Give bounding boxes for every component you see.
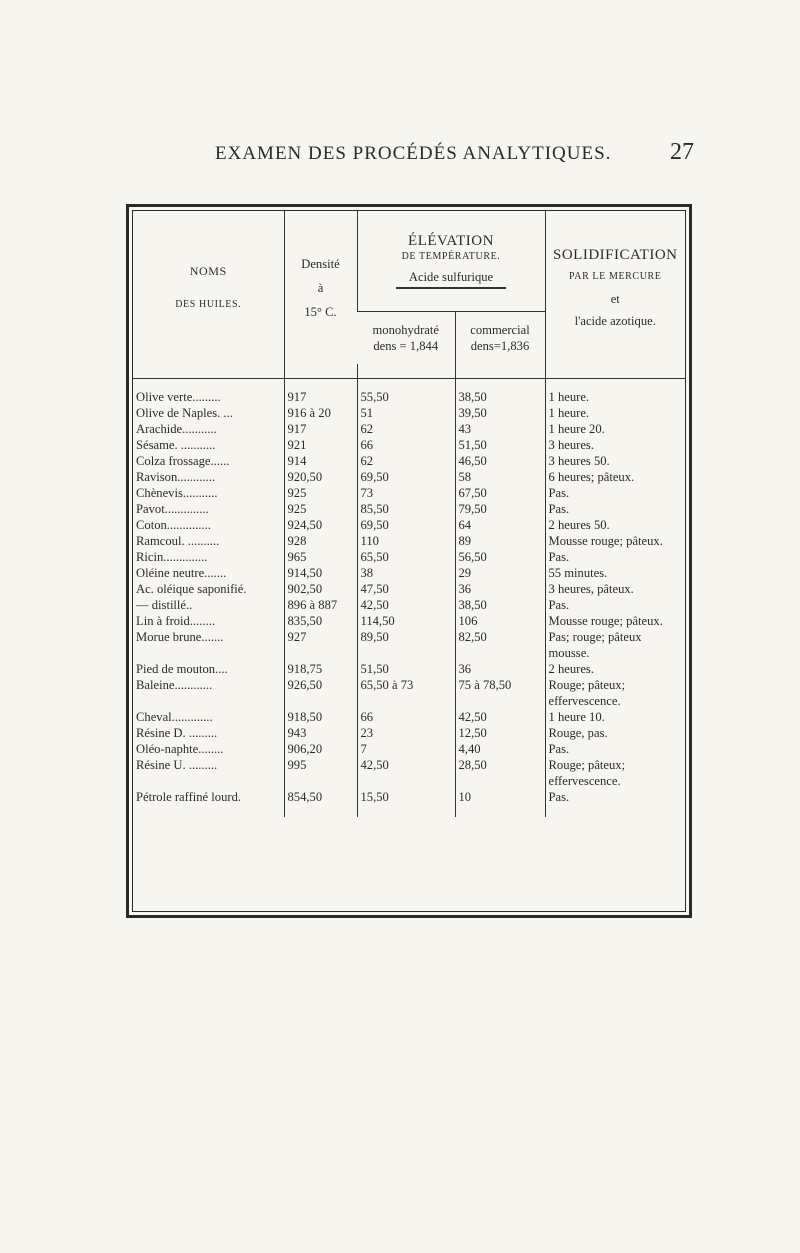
cell-density: 914 xyxy=(284,453,357,469)
cell-comm: 64 xyxy=(455,517,545,533)
cell-solid: 3 heures. xyxy=(545,437,685,453)
cell-density: 896 à 887 xyxy=(284,597,357,613)
cell-comm: 36 xyxy=(455,661,545,677)
cell-solid: 1 heure. xyxy=(545,405,685,421)
cell-solid: 2 heures 50. xyxy=(545,517,685,533)
header-elevation-line2: DE TEMPÉRATURE. xyxy=(401,251,501,262)
cell-density: 906,20 xyxy=(284,741,357,757)
cell-mono: 89,50 xyxy=(357,629,455,661)
table-row xyxy=(133,549,685,565)
cell-name: Arachide........... xyxy=(136,422,217,436)
cell-density: 835,50 xyxy=(284,613,357,629)
cell-comm: 38,50 xyxy=(455,597,545,613)
cell-name: Pétrole raffiné lourd. xyxy=(136,790,242,804)
cell-comm: 39,50 xyxy=(455,405,545,421)
cell-density: 918,50 xyxy=(284,709,357,725)
cell-name: Colza frossage...... xyxy=(136,454,230,468)
cell-name: Coton.............. xyxy=(136,518,211,532)
cell-density: 943 xyxy=(284,725,357,741)
cell-density: 965 xyxy=(284,549,357,565)
cell-density: 925 xyxy=(284,501,357,517)
table-row xyxy=(133,379,685,406)
table-row xyxy=(133,501,685,517)
header-comm-line1: commercial xyxy=(470,323,530,337)
cell-solid: Pas. xyxy=(545,549,685,565)
header-density xyxy=(284,211,357,364)
cell-name: — distillé.. xyxy=(136,598,193,612)
cell-density: 916 à 20 xyxy=(284,405,357,421)
cell-name: Lin à froid........ xyxy=(136,614,216,628)
cell-density: 918,75 xyxy=(284,661,357,677)
cell-mono: 65,50 xyxy=(357,549,455,565)
header-solid-line3: et xyxy=(610,291,620,306)
cell-mono: 47,50 xyxy=(357,581,455,597)
table-row xyxy=(133,469,685,485)
header-mono-line1: monohydraté xyxy=(372,323,439,337)
table-row xyxy=(133,565,685,581)
cell-solid: 6 heures; pâteux. xyxy=(545,469,685,485)
cell-solid: 3 heures 50. xyxy=(545,453,685,469)
running-title: EXAMEN DES PROCÉDÉS ANALYTIQUES. xyxy=(215,143,612,164)
cell-comm: 10 xyxy=(455,789,545,805)
cell-mono: 65,50 à 73 xyxy=(357,677,455,709)
cell-mono: 51,50 xyxy=(357,661,455,677)
table-row xyxy=(133,757,685,789)
cell-name: Oléo-naphte........ xyxy=(136,742,224,756)
cell-density: 917 xyxy=(284,421,357,437)
header-names-line1: NOMS xyxy=(189,263,227,278)
table-row xyxy=(133,533,685,549)
cell-density: 921 xyxy=(284,437,357,453)
cell-mono: 55,50 xyxy=(357,379,455,406)
cell-name: Chènevis........... xyxy=(136,486,218,500)
table-row xyxy=(133,405,685,421)
cell-name: Sésame. ........... xyxy=(136,438,216,452)
cell-solid: 1 heure 10. xyxy=(545,709,685,725)
header-density-line1: Densité xyxy=(301,256,340,271)
cell-solid: Mousse rouge; pâteux. xyxy=(545,533,685,549)
cell-comm: 12,50 xyxy=(455,725,545,741)
table-row xyxy=(133,741,685,757)
cell-comm: 106 xyxy=(455,613,545,629)
cell-mono: 51 xyxy=(357,405,455,421)
header-solid-line2: PAR LE MERCURE xyxy=(569,270,662,282)
cell-comm: 89 xyxy=(455,533,545,549)
cell-comm: 46,50 xyxy=(455,453,545,469)
cell-mono: 7 xyxy=(357,741,455,757)
cell-mono: 62 xyxy=(357,421,455,437)
cell-comm: 29 xyxy=(455,565,545,581)
cell-solid: Mousse rouge; pâteux. xyxy=(545,613,685,629)
cell-solid: Pas. xyxy=(545,597,685,613)
cell-comm: 43 xyxy=(455,421,545,437)
header-elevation-line1: ÉLÉVATION xyxy=(408,233,494,249)
cell-name: Ravison............ xyxy=(136,470,216,484)
cell-comm: 42,50 xyxy=(455,709,545,725)
cell-mono: 73 xyxy=(357,485,455,501)
cell-name: Olive verte......... xyxy=(136,390,221,404)
oil-analysis-table xyxy=(133,211,685,817)
cell-mono: 42,50 xyxy=(357,757,455,789)
cell-mono: 23 xyxy=(357,725,455,741)
cell-density: 854,50 xyxy=(284,789,357,805)
cell-solid: 55 minutes. xyxy=(545,565,685,581)
cell-comm: 58 xyxy=(455,469,545,485)
table-row xyxy=(133,725,685,741)
cell-name: Olive de Naples. ... xyxy=(136,406,233,420)
cell-comm: 75 à 78,50 xyxy=(455,677,545,709)
cell-mono: 110 xyxy=(357,533,455,549)
cell-name: Morue brune....... xyxy=(136,630,224,644)
page-number: 27 xyxy=(670,139,694,165)
cell-name: Ricin.............. xyxy=(136,550,208,564)
table-row xyxy=(133,517,685,533)
table-row xyxy=(133,437,685,453)
cell-comm: 4,40 xyxy=(455,741,545,757)
cell-comm: 67,50 xyxy=(455,485,545,501)
table-row xyxy=(133,597,685,613)
cell-name: Baleine............ xyxy=(136,678,213,692)
cell-mono: 114,50 xyxy=(357,613,455,629)
cell-solid: Pas. xyxy=(545,485,685,501)
table-row xyxy=(133,661,685,677)
cell-density: 917 xyxy=(284,379,357,406)
table-row xyxy=(133,789,685,805)
cell-density: 920,50 xyxy=(284,469,357,485)
cell-comm: 56,50 xyxy=(455,549,545,565)
cell-mono: 69,50 xyxy=(357,469,455,485)
header-solid-line1: SOLIDIFICATION xyxy=(553,246,678,263)
cell-solid: Pas. xyxy=(545,789,685,805)
cell-name: Résine D. ......... xyxy=(136,726,218,740)
cell-solid: Pas; rouge; pâteux mousse. xyxy=(545,629,685,661)
cell-solid: 1 heure. xyxy=(545,379,685,406)
cell-mono: 85,50 xyxy=(357,501,455,517)
header-density-line3: 15° C. xyxy=(304,304,337,319)
header-names xyxy=(133,211,284,364)
cell-solid: 3 heures, pâteux. xyxy=(545,581,685,597)
cell-density: 914,50 xyxy=(284,565,357,581)
header-monohydrate xyxy=(357,312,455,365)
cell-mono: 38 xyxy=(357,565,455,581)
cell-name: Pavot.............. xyxy=(136,502,209,516)
cell-name: Résine U. ......... xyxy=(136,758,218,772)
cell-comm: 38,50 xyxy=(455,379,545,406)
cell-mono: 62 xyxy=(357,453,455,469)
header-elevation-line3: Acide sulfurique xyxy=(408,270,494,284)
cell-comm: 82,50 xyxy=(455,629,545,661)
table-row xyxy=(133,613,685,629)
cell-name: Pied de mouton.... xyxy=(136,662,228,676)
header-names-line2: DES HUILES. xyxy=(175,298,242,310)
cell-name: Oléine neutre....... xyxy=(136,566,227,580)
header-solid-line4: l'acide azotique. xyxy=(574,313,656,328)
header-solidification xyxy=(545,211,685,364)
running-head xyxy=(0,139,800,171)
cell-mono: 42,50 xyxy=(357,597,455,613)
table-row xyxy=(133,581,685,597)
cell-solid: Pas. xyxy=(545,741,685,757)
cell-name: Cheval............. xyxy=(136,710,213,724)
table-row xyxy=(133,421,685,437)
header-mono-line2: dens = 1,844 xyxy=(373,339,439,353)
cell-density: 995 xyxy=(284,757,357,789)
cell-comm: 79,50 xyxy=(455,501,545,517)
header-comm-line2: dens=1,836 xyxy=(470,339,530,353)
cell-solid: Rouge; pâteux; effervescence. xyxy=(545,757,685,789)
cell-mono: 15,50 xyxy=(357,789,455,805)
header-density-line2: à xyxy=(317,280,324,295)
cell-mono: 69,50 xyxy=(357,517,455,533)
table-row xyxy=(133,453,685,469)
cell-density: 902,50 xyxy=(284,581,357,597)
cell-density: 925 xyxy=(284,485,357,501)
cell-solid: Rouge, pas. xyxy=(545,725,685,741)
cell-density: 928 xyxy=(284,533,357,549)
cell-solid: 1 heure 20. xyxy=(545,421,685,437)
table-row xyxy=(133,709,685,725)
cell-comm: 36 xyxy=(455,581,545,597)
cell-solid: Rouge; pâteux; effervescence. xyxy=(545,677,685,709)
table-row xyxy=(133,485,685,501)
table-row xyxy=(133,677,685,709)
cell-mono: 66 xyxy=(357,709,455,725)
header-commercial xyxy=(455,312,545,365)
cell-name: Ramcoul. .......... xyxy=(136,534,220,548)
cell-mono: 66 xyxy=(357,437,455,453)
cell-density: 926,50 xyxy=(284,677,357,709)
table-row xyxy=(133,629,685,661)
cell-comm: 51,50 xyxy=(455,437,545,453)
cell-solid: Pas. xyxy=(545,501,685,517)
header-elevation xyxy=(357,211,545,312)
cell-density: 927 xyxy=(284,629,357,661)
cell-density: 924,50 xyxy=(284,517,357,533)
cell-comm: 28,50 xyxy=(455,757,545,789)
cell-solid: 2 heures. xyxy=(545,661,685,677)
cell-name: Ac. oléique saponifié. xyxy=(136,582,247,596)
